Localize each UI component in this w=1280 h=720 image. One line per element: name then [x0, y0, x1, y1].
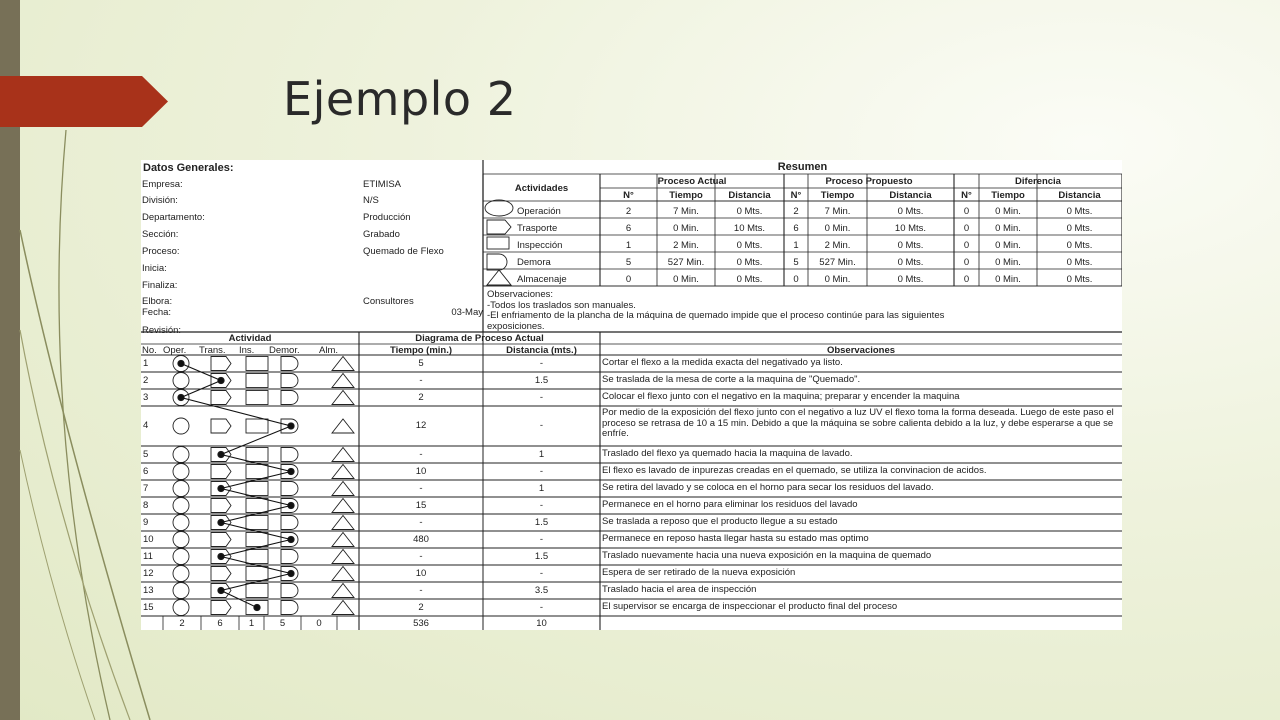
summary-subheader: Tiempo	[820, 190, 855, 201]
title-accent-tab	[0, 76, 168, 127]
diagram-activity-header: Actividad	[228, 333, 272, 344]
diagram-row-time: -	[419, 584, 423, 596]
summary-subheader: N°	[790, 190, 802, 201]
summary-value: 2	[625, 206, 632, 217]
operation-symbol	[173, 481, 189, 497]
slide-title: Ejemplo 2	[283, 72, 517, 126]
summary-value: 0	[963, 257, 970, 268]
diagram-row-observation: Traslado nuevamente hacia una nueva exposición en la maquina de quemado	[602, 549, 932, 561]
general-field-label: Empresa:	[142, 179, 183, 190]
inspection-symbol	[246, 584, 268, 598]
inspection-symbol	[246, 391, 268, 405]
storage-symbol	[332, 516, 354, 530]
operation-symbol	[173, 373, 189, 389]
general-field-label: Proceso:	[142, 246, 180, 257]
summary-value: 6	[793, 223, 799, 234]
summary-value: 7 Min.	[673, 206, 699, 217]
general-field-label: Elbora:	[142, 296, 173, 307]
summary-group-header: Proceso Actual	[657, 176, 727, 187]
delay-symbol	[281, 448, 298, 462]
summary-subheader: Distancia	[889, 190, 932, 201]
inspection-symbol	[246, 499, 268, 513]
diagram-row-number: 6	[143, 465, 149, 477]
summary-activity-label: Operación	[517, 206, 561, 217]
diagram-row-distance: -	[539, 499, 544, 511]
diagram-row-distance: -	[539, 420, 544, 431]
diagram-row-time: 10	[415, 465, 427, 477]
diagram-row-number: 7	[143, 482, 149, 494]
storage-symbol	[332, 533, 354, 547]
operation-symbol	[173, 600, 189, 616]
summary-subheader: Distancia	[1058, 190, 1101, 201]
diagram-row-time: -	[419, 482, 423, 494]
diagram-row-distance: -	[539, 391, 544, 403]
summary-value: 0 Mts.	[736, 240, 763, 251]
general-field-label: Revisión:	[142, 325, 182, 336]
summary-value: 2 Min.	[673, 240, 699, 251]
delay-symbol	[281, 584, 298, 598]
delay-symbol	[281, 374, 298, 388]
delay-symbol	[281, 601, 298, 615]
inspection-icon	[487, 237, 509, 249]
summary-value: 0 Min.	[995, 206, 1021, 217]
diagram-row-number: 9	[143, 516, 149, 528]
summary-value: 5	[793, 257, 799, 268]
summary-value: 0 Min.	[824, 223, 851, 234]
diagram-row-distance: 3.5	[534, 584, 549, 596]
storage-symbol	[332, 419, 354, 433]
operation-icon	[485, 200, 513, 216]
diagram-row-time: -	[419, 516, 423, 528]
summary-observation: -Todos los traslados son manuales.	[487, 299, 636, 311]
diagram-row-observation: Permanece en el horno para eliminar los residuos del lavado	[602, 498, 858, 510]
general-field-label: Departamento:	[142, 212, 205, 223]
general-heading: Datos Generales:	[143, 162, 234, 174]
diagram-row-number: 11	[143, 550, 153, 562]
inspection-symbol	[246, 516, 268, 530]
storage-symbol	[332, 448, 354, 462]
summary-subheader: Distancia	[728, 190, 771, 201]
operation-symbol	[173, 549, 189, 565]
summary-value: 0	[963, 240, 970, 251]
summary-value: 2 Min.	[824, 240, 851, 251]
summary-value: 0 Min.	[824, 274, 851, 285]
transport-symbol	[211, 419, 231, 433]
delay-symbol	[281, 516, 298, 530]
storage-symbol	[332, 465, 354, 479]
summary-value: 0 Mts.	[736, 257, 763, 268]
diagram-row-distance: 1	[538, 482, 545, 494]
diagram-row-distance: 1.5	[534, 550, 549, 562]
summary-value: 527 Min.	[819, 257, 856, 268]
diagram-row-number: 1	[143, 357, 149, 369]
summary-value: 0 Mts.	[1066, 240, 1093, 251]
diagram-row-time: 2	[418, 391, 424, 403]
diagram-title-header: Diagrama de Proceso Actual	[415, 333, 544, 344]
delay-symbol	[281, 357, 298, 371]
inspection-symbol	[246, 419, 268, 433]
diagram-column-header: Alm.	[319, 345, 338, 356]
diagram-row-distance: 1.5	[534, 516, 549, 528]
diagram-column-header: No.	[142, 345, 157, 356]
storage-symbol	[332, 374, 354, 388]
general-field-label: Fecha:	[142, 307, 172, 318]
diagram-column-header: Trans.	[199, 345, 226, 356]
diagram-row-observation: Se retira del lavado y se coloca en el horno para secar los residuos del lavado.	[602, 481, 934, 493]
delay-symbol	[281, 482, 298, 496]
summary-value: 10 Mts.	[894, 223, 927, 234]
delay-icon	[487, 254, 507, 270]
diagram-row-observation: Se traslada a reposo que el producto llegue a su estado	[602, 515, 838, 527]
inspection-symbol	[246, 465, 268, 479]
diagram-row-observation: Por medio de la exposición del flexo junto con el negativo a luz UV el flexo toma la forma deseada. Luego de este paso el proceso se retrasa de 10 a 15 min. Debido a que la máquina se sobre calienta debido a la luz, y debe esperarse a que se enfríe.	[602, 407, 1114, 439]
transport-symbol	[211, 499, 231, 513]
delay-symbol	[281, 550, 298, 564]
summary-subheader: Tiempo	[669, 190, 703, 201]
storage-symbol	[332, 567, 354, 581]
diagram-row-distance: 1	[538, 448, 545, 460]
storage-symbol	[332, 357, 354, 371]
diagram-row-time: 12	[415, 420, 427, 431]
diagram-row-observation: El supervisor se encarga de inspeccionar el producto final del proceso	[602, 600, 898, 612]
general-field-value: Quemado de Flexo	[363, 246, 444, 257]
storage-symbol	[332, 550, 354, 564]
summary-value: 5	[625, 257, 632, 268]
operation-symbol	[173, 498, 189, 514]
summary-value: 0	[793, 274, 799, 285]
general-field-value: N/S	[363, 195, 379, 206]
diagram-total-count: 1	[248, 618, 255, 629]
diagram-row-number: 4	[143, 420, 149, 431]
diagram-row-number: 3	[143, 391, 149, 403]
diagram-total-count: 5	[279, 618, 286, 629]
diagram-row-time: 2	[418, 601, 424, 613]
diagram-row-time: 10	[415, 567, 427, 579]
summary-value: 0 Min.	[995, 240, 1021, 251]
summary-value: 0 Min.	[673, 274, 699, 285]
transport-symbol	[211, 357, 231, 371]
diagram-total-distance: 10	[536, 618, 547, 629]
summary-activity-label: Demora	[517, 257, 551, 268]
diagram-row-time: 5	[418, 357, 424, 369]
summary-value: 6	[625, 223, 632, 234]
transport-symbol	[211, 601, 231, 615]
general-field-value: Producción	[363, 212, 411, 223]
diagram-row-observation: Espera de ser retirado de la nueva exposición	[602, 566, 796, 578]
storage-symbol	[332, 584, 354, 598]
inspection-symbol	[246, 550, 268, 564]
diagram-column-header: Tiempo (min.)	[389, 345, 453, 356]
transport-symbol	[211, 533, 231, 547]
transport-icon	[487, 220, 511, 234]
summary-value: 0 Mts.	[897, 274, 924, 285]
summary-group-header: Diferencia	[1015, 176, 1061, 187]
general-field-value: Grabado	[363, 229, 400, 240]
diagram-total-count: 6	[217, 618, 223, 629]
diagram-total-count: 0	[316, 618, 322, 629]
diagram-row-observation: Traslado hacia el area de inspección	[602, 583, 757, 595]
operation-symbol	[173, 583, 189, 599]
summary-activity-label: Almacenaje	[517, 274, 567, 285]
operation-symbol	[173, 418, 189, 434]
summary-value: 0 Mts.	[1066, 274, 1093, 285]
summary-value: 0 Mts.	[897, 206, 924, 217]
storage-symbol	[332, 482, 354, 496]
summary-value: 10 Mts.	[733, 223, 766, 234]
inspection-symbol	[246, 357, 268, 371]
process-flow-line	[181, 364, 291, 608]
diagram-row-number: 12	[143, 567, 154, 579]
summary-value: 0 Min.	[673, 223, 699, 234]
diagram-row-time: 15	[415, 499, 427, 511]
transport-symbol	[211, 391, 231, 405]
diagram-row-observation: Traslado del flexo ya quemado hacia la maquina de lavado.	[602, 447, 853, 459]
diagram-row-number: 8	[143, 499, 149, 511]
summary-value: 0 Mts.	[1066, 257, 1093, 268]
general-field-label: Sección:	[142, 229, 179, 240]
general-field-value: Consultores	[363, 296, 414, 307]
diagram-row-observation: Colocar el flexo junto con el negativo en la maquina; preparar y encender la maquina	[602, 390, 960, 402]
diagram-row-distance: -	[539, 567, 544, 579]
transport-symbol	[211, 465, 231, 479]
summary-observation: Observaciones:	[487, 289, 554, 300]
diagram-row-observation: Permanece en reposo hasta llegar hasta su estado mas optimo	[602, 532, 869, 544]
diagram-row-observation: Cortar el flexo a la medida exacta del negativado ya listo.	[602, 356, 843, 368]
inspection-symbol	[246, 374, 268, 388]
storage-icon	[487, 270, 511, 285]
diagram-column-header: Demor.	[269, 345, 300, 356]
diagram-total-count: 2	[179, 618, 185, 629]
summary-heading: Resumen	[777, 161, 828, 173]
summary-value: 0 Min.	[995, 274, 1021, 285]
diagram-row-time: -	[419, 550, 423, 562]
summary-activity-label: Trasporte	[517, 223, 558, 234]
diagram-row-distance: -	[539, 465, 544, 477]
summary-value: 1	[793, 240, 799, 251]
summary-subheader: N°	[623, 190, 634, 201]
summary-value: 0	[963, 274, 970, 285]
diagram-total-time: 536	[413, 618, 429, 629]
diagram-row-distance: -	[539, 601, 544, 613]
summary-value: 0 Mts.	[897, 257, 924, 268]
summary-value: 0 Mts.	[736, 274, 763, 285]
storage-symbol	[332, 601, 354, 615]
summary-value: 0 Mts.	[897, 240, 924, 251]
diagram-row-number: 10	[143, 533, 154, 545]
inspection-symbol	[246, 482, 268, 496]
diagram-row-time: -	[419, 374, 423, 386]
process-sheet	[141, 160, 1122, 630]
delay-symbol	[281, 391, 298, 405]
diagram-column-header: Oper.	[163, 345, 187, 356]
summary-subheader: Tiempo	[991, 190, 1025, 201]
summary-value: 0 Mts.	[1066, 206, 1093, 217]
diagram-row-distance: -	[539, 357, 544, 369]
summary-value: 2	[793, 206, 799, 217]
diagram-row-time: 480	[413, 533, 429, 545]
diagram-row-distance: 1.5	[534, 374, 549, 386]
summary-value: 0	[963, 206, 970, 217]
storage-symbol	[332, 499, 354, 513]
diagram-row-number: 2	[143, 374, 149, 386]
operation-symbol	[173, 566, 189, 582]
inspection-symbol	[246, 448, 268, 462]
summary-activities-header: Actividades	[514, 183, 569, 194]
diagram-row-number: 5	[143, 448, 149, 460]
diagram-row-number: 13	[143, 584, 154, 596]
diagram-row-observation: Se traslada de la mesa de corte a la maquina de "Quemado".	[602, 373, 861, 385]
summary-value: 0 Min.	[995, 223, 1021, 234]
general-field-label: Inicia:	[142, 263, 167, 274]
summary-value: 0 Mts.	[1066, 223, 1093, 234]
summary-value: 7 Min.	[824, 206, 851, 217]
general-field-label: Finaliza:	[142, 280, 178, 291]
operation-symbol	[173, 515, 189, 531]
diagram-row-number: 15	[143, 601, 154, 613]
summary-subheader: N°	[961, 190, 972, 201]
general-field-value: ETIMISA	[363, 179, 402, 190]
general-field-value: 03-May	[451, 307, 483, 318]
general-field-label: División:	[142, 195, 178, 206]
operation-symbol	[173, 464, 189, 480]
inspection-symbol	[246, 533, 268, 547]
summary-observation: -El enfriamento de la plancha de la máquina de quemado impide que el proceso continúe para las siguientes	[487, 310, 945, 321]
inspection-symbol	[246, 567, 268, 581]
transport-symbol	[211, 567, 231, 581]
diagram-row-distance: -	[539, 533, 544, 545]
diagram-row-time: -	[419, 448, 423, 460]
summary-value: 0	[625, 274, 632, 285]
summary-group-header: Proceso Propuesto	[825, 176, 913, 187]
diagram-column-header: Observaciones	[826, 345, 896, 356]
summary-value: 0	[963, 223, 970, 234]
diagram-column-header: Ins.	[239, 345, 255, 356]
operation-symbol	[173, 447, 189, 463]
storage-symbol	[332, 391, 354, 405]
diagram-row-observation: El flexo es lavado de inpurezas creadas en el quemado, se utiliza la convinacion de acidos.	[602, 464, 987, 476]
summary-value: 0 Mts.	[736, 206, 763, 217]
summary-activity-label: Inspección	[517, 240, 563, 251]
operation-symbol	[173, 532, 189, 548]
summary-value: 0 Min.	[995, 257, 1021, 268]
diagram-column-header: Distancia (mts.)	[506, 345, 577, 356]
summary-value: 527 Min.	[667, 257, 705, 268]
summary-observation: exposiciones.	[487, 320, 545, 332]
summary-value: 1	[625, 240, 632, 251]
